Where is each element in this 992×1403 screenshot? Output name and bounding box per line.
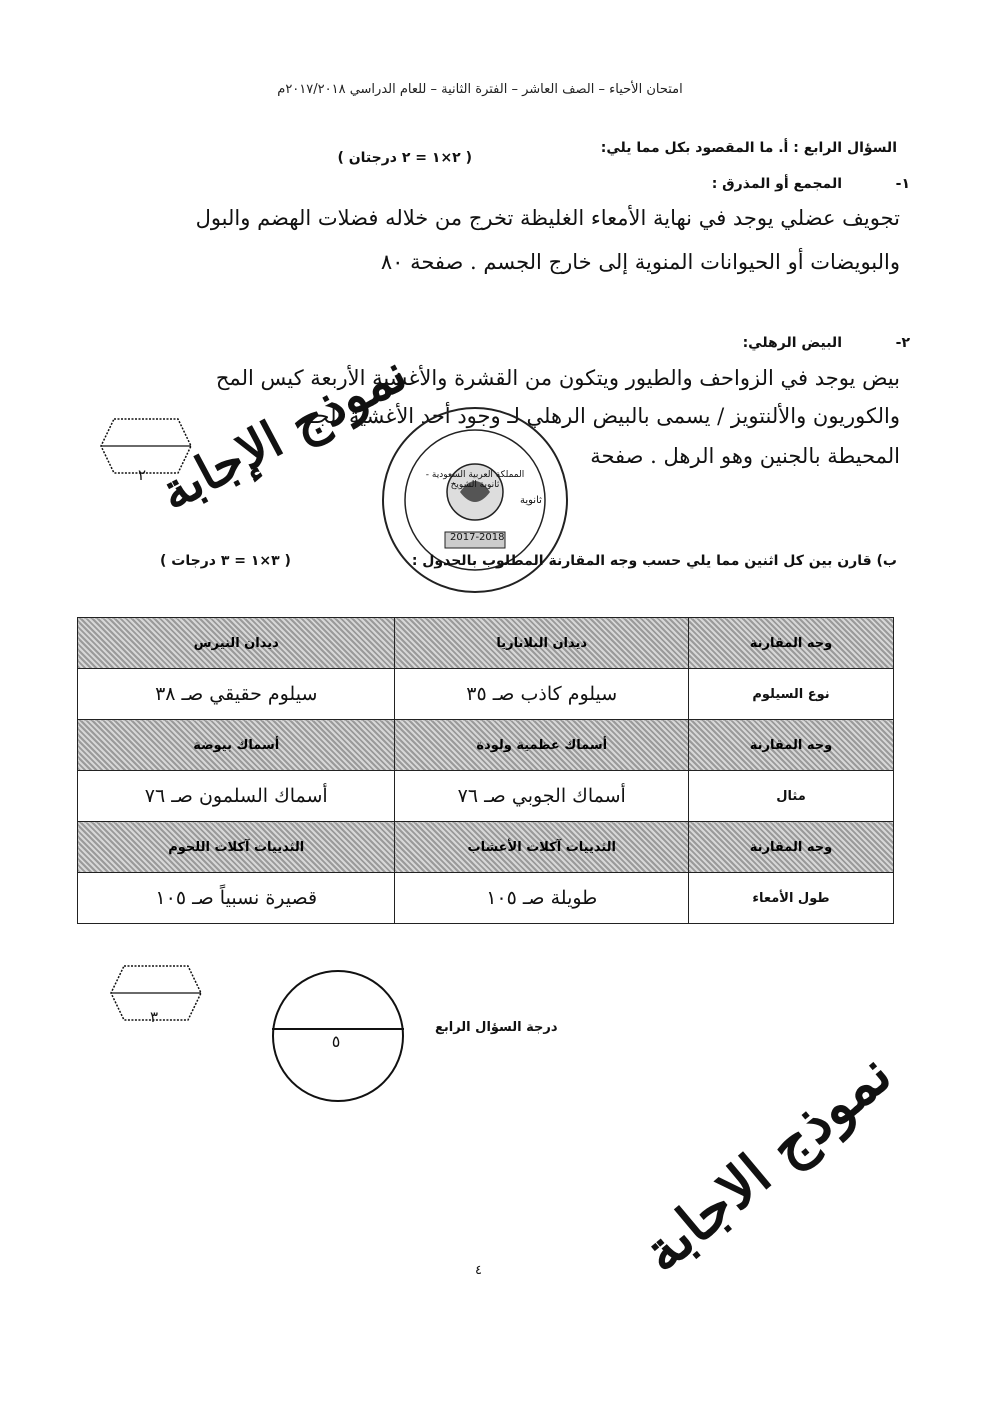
answer-key-watermark-2: نموذج الاجابة [630, 1040, 904, 1286]
item-2-number: ٢- [895, 335, 910, 351]
col2-answer: أسماك السلمون صـ ٧٦ [78, 771, 395, 822]
col2-answer: قصيرة نسبياً صـ ١٠٥ [78, 873, 395, 924]
table-header-row [78, 618, 894, 669]
col1-answer: سيلوم كاذب صـ ٣٥ [395, 669, 689, 720]
item-2-answer-line-2: والكوريون والألنتويز / يسمى بالبيض الرهلي لـ وجود أحد الأغشية الجـ [310, 404, 900, 428]
part-b-heading: ب) قارن بين كل اثنين مما يلي حسب وجه المقارنة المطلوب بالجدول : [411, 553, 897, 569]
aspect-label: طول الأمعاء [689, 873, 894, 924]
score-b-value: ٣ [150, 1008, 159, 1026]
item-1-term: المجمع أو المذرق : [711, 176, 842, 192]
table-header-row [78, 822, 894, 873]
col1-header: الثدييات آكلات الأعشاب [395, 822, 689, 873]
item-1-answer-line-2: والبويضات أو الحيوانات المنوية إلى خارج الجسم . صفحة ٨٠ [380, 250, 900, 274]
comparison-table [77, 617, 894, 924]
item-1-answer-line-1: تجويف عضلي يوجد في نهاية الأمعاء الغليظة تخرج من خلاله فضلات الهضم والبول [195, 206, 900, 230]
col1-answer: طويلة صـ ١٠٥ [395, 873, 689, 924]
col2-header: أسماك بيوضة [78, 720, 395, 771]
stamp-text-side: ثانوية [520, 495, 542, 506]
col2-header: ديدان النيرس [78, 618, 395, 669]
aspect-label: نوع السيلوم [689, 669, 894, 720]
aspect-header: وجه المقارنة [689, 618, 894, 669]
school-stamp [375, 400, 575, 600]
item-2-term: البيض الرهلي: [742, 335, 842, 351]
total-score-label: درجة السؤال الرابع [435, 1020, 558, 1035]
score-a-value: ٢ [138, 466, 147, 484]
table-row [78, 873, 894, 924]
exam-header: امتحان الأحياء – الصف العاشر – الفترة الثانية – للعام الدراسي ٢٠١٧/٢٠١٨م [277, 82, 683, 97]
table-row [78, 771, 894, 822]
item-2-answer-line-3: المحيطة بالجنين وهو الرهل . صفحة [590, 444, 900, 468]
stamp-year: 2017-2018 [450, 532, 505, 543]
part-b-marks: ( ٣×١ = ٣ درجات ) [160, 553, 291, 569]
item-1-number: ١- [895, 176, 910, 192]
aspect-header: وجه المقارنة [689, 720, 894, 771]
col1-answer: أسماك الجوبي صـ ٧٦ [395, 771, 689, 822]
aspect-header: وجه المقارنة [689, 822, 894, 873]
col2-answer: سيلوم حقيقي صـ ٣٨ [78, 669, 395, 720]
item-2-answer-line-1: بيض يوجد في الزواحف والطيور ويتكون من القشرة والأغشية الأربعة كيس المح [215, 366, 900, 390]
total-score-value: ٥ [331, 1032, 341, 1051]
page-number: ٤ [475, 1263, 482, 1278]
total-score-divider [272, 1028, 404, 1030]
table-header-row [78, 720, 894, 771]
question-marks: ( ٢×١ = ٢ درجتان ) [337, 150, 472, 166]
col2-header: الثدييات آكلات اللحوم [78, 822, 395, 873]
col1-header: ديدان البلاناريا [395, 618, 689, 669]
table-row [78, 669, 894, 720]
col1-header: أسماك عظمية ولودة [395, 720, 689, 771]
answer-key-watermark-1: نموذج الإجابة [150, 343, 416, 523]
stamp-text-top: المملكة العربية السعودية - ثانوية الشويخ [425, 470, 525, 490]
aspect-label: مثال [689, 771, 894, 822]
question-heading: السؤال الرابع : أ. ما المقصود بكل مما يلي: [600, 140, 897, 156]
